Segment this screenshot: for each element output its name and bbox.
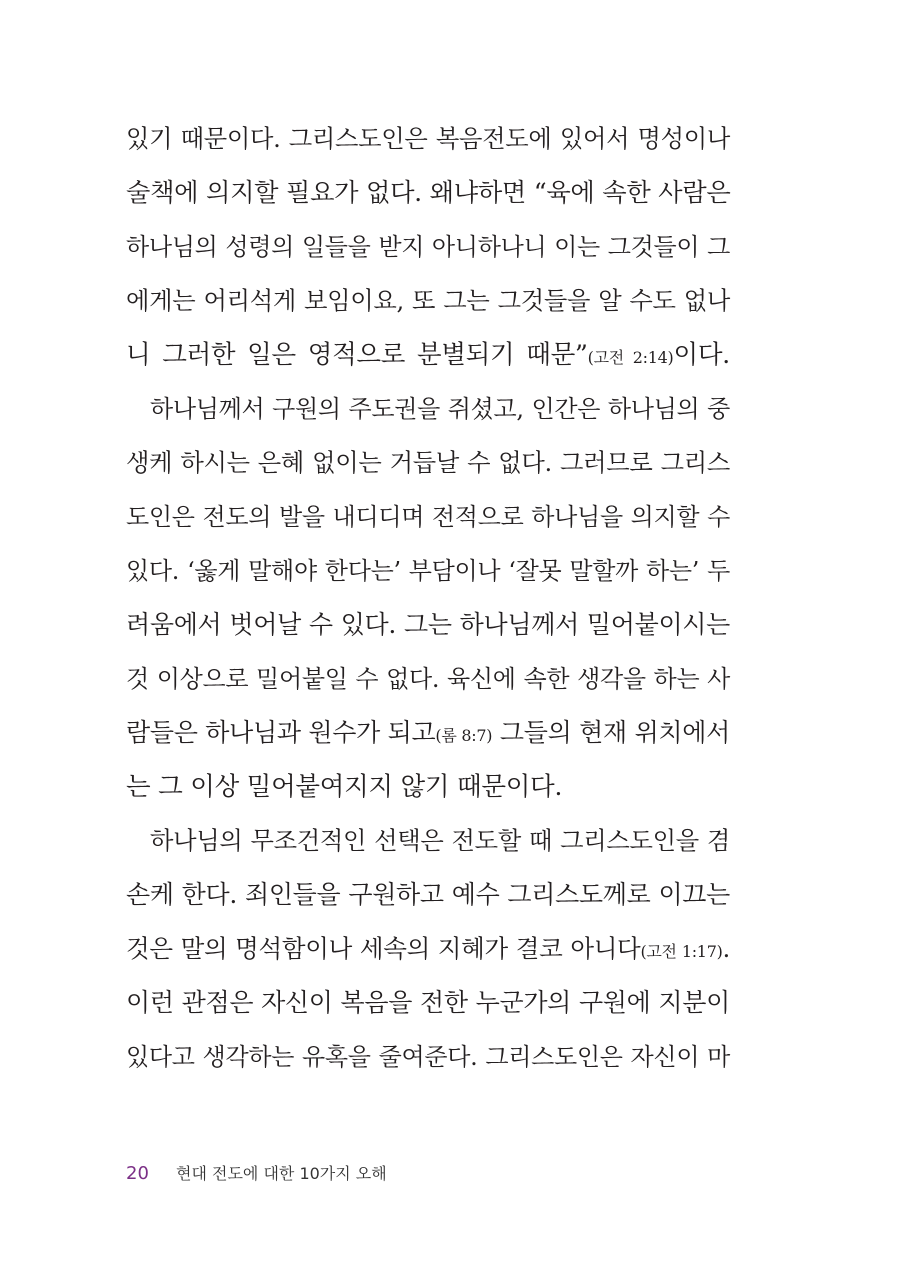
line-text: 는 그 이상 밀어붙여지지 않기 때문이다.: [126, 772, 563, 802]
text-line: [126, 544, 730, 598]
text-line: [126, 1030, 730, 1084]
page-body: [126, 112, 730, 1084]
line-text: 있다. ‘옳게 말해야 한다는’ 부담이나 ‘잘못 말할까 하는’ 두: [126, 557, 731, 585]
text-line: [126, 328, 730, 382]
text-line: [126, 976, 730, 1030]
line-text: 하나님의 무조건적인 선택은 전도할 때 그리스도인을 겸: [150, 826, 730, 855]
line-text: 람들은 하나님과 원수가 되고: [126, 718, 436, 747]
text-line: [126, 868, 730, 922]
line-text: 술책에 의지할 필요가 없다. 왜냐하면 “육에 속한 사람은: [126, 178, 731, 207]
running-title: 현대 전도에 대한 10가지 오해: [176, 1164, 387, 1183]
scripture-reference: (롬 8:7): [435, 726, 493, 745]
line-text: 하나님께서 구원의 주도권을 쥐셨고, 인간은 하나님의 중: [150, 395, 730, 423]
scripture-reference: (고전 2:14): [587, 348, 674, 367]
line-text-after: 그들의 현재 위치에서: [492, 718, 730, 747]
text-line: [126, 166, 730, 220]
text-line: [126, 112, 730, 166]
line-text: 손케 한다. 죄인들을 구원하고 예수 그리스도께로 이끄는: [126, 880, 730, 909]
line-text: 하나님의 성령의 일들을 받지 아니하나니 이는 그것들이 그: [126, 233, 731, 261]
line-text: 에게는 어리석게 보임이요, 또 그는 그것들을 알 수도 없나: [126, 286, 731, 315]
line-text: 것은 말의 명석함이나 세속의 지혜가 결코 아니다: [126, 934, 641, 963]
text-line: [126, 922, 730, 976]
line-text: 니 그러한 일은 영적으로 분별되기 때문”: [126, 340, 588, 370]
text-line: [126, 760, 730, 814]
line-text-after: .: [722, 934, 731, 963]
page-footer: [126, 1160, 387, 1188]
text-line: [126, 598, 730, 652]
line-text: 것 이상으로 밀어붙일 수 없다. 육신에 속한 생각을 하는 사: [126, 665, 731, 693]
line-text: 이런 관점은 자신이 복음을 전한 누군가의 구원에 지분이: [126, 988, 730, 1017]
text-line: [126, 706, 730, 760]
text-line: [126, 490, 730, 544]
text-line: [126, 436, 730, 490]
line-text: 있다고 생각하는 유혹을 줄여준다. 그리스도인은 자신이 마: [126, 1043, 730, 1071]
text-line: [126, 652, 730, 706]
text-line: [126, 220, 730, 274]
text-line: [126, 274, 730, 328]
line-text-after: 이다.: [673, 340, 730, 370]
line-text: 려움에서 벗어날 수 있다. 그는 하나님께서 밀어붙이시는: [126, 610, 730, 639]
line-text: 있기 때문이다. 그리스도인은 복음전도에 있어서 명성이나: [126, 124, 731, 153]
paragraph-start-line: [126, 814, 730, 868]
line-text: 생케 하시는 은혜 없이는 거듭날 수 없다. 그러므로 그리스: [126, 448, 731, 477]
line-text: 도인은 전도의 발을 내디디며 전적으로 하나님을 의지할 수: [126, 503, 731, 531]
page-number: 20: [126, 1163, 149, 1184]
paragraph-start-line: [126, 382, 730, 436]
scripture-reference: (고전 1:17): [640, 942, 723, 961]
